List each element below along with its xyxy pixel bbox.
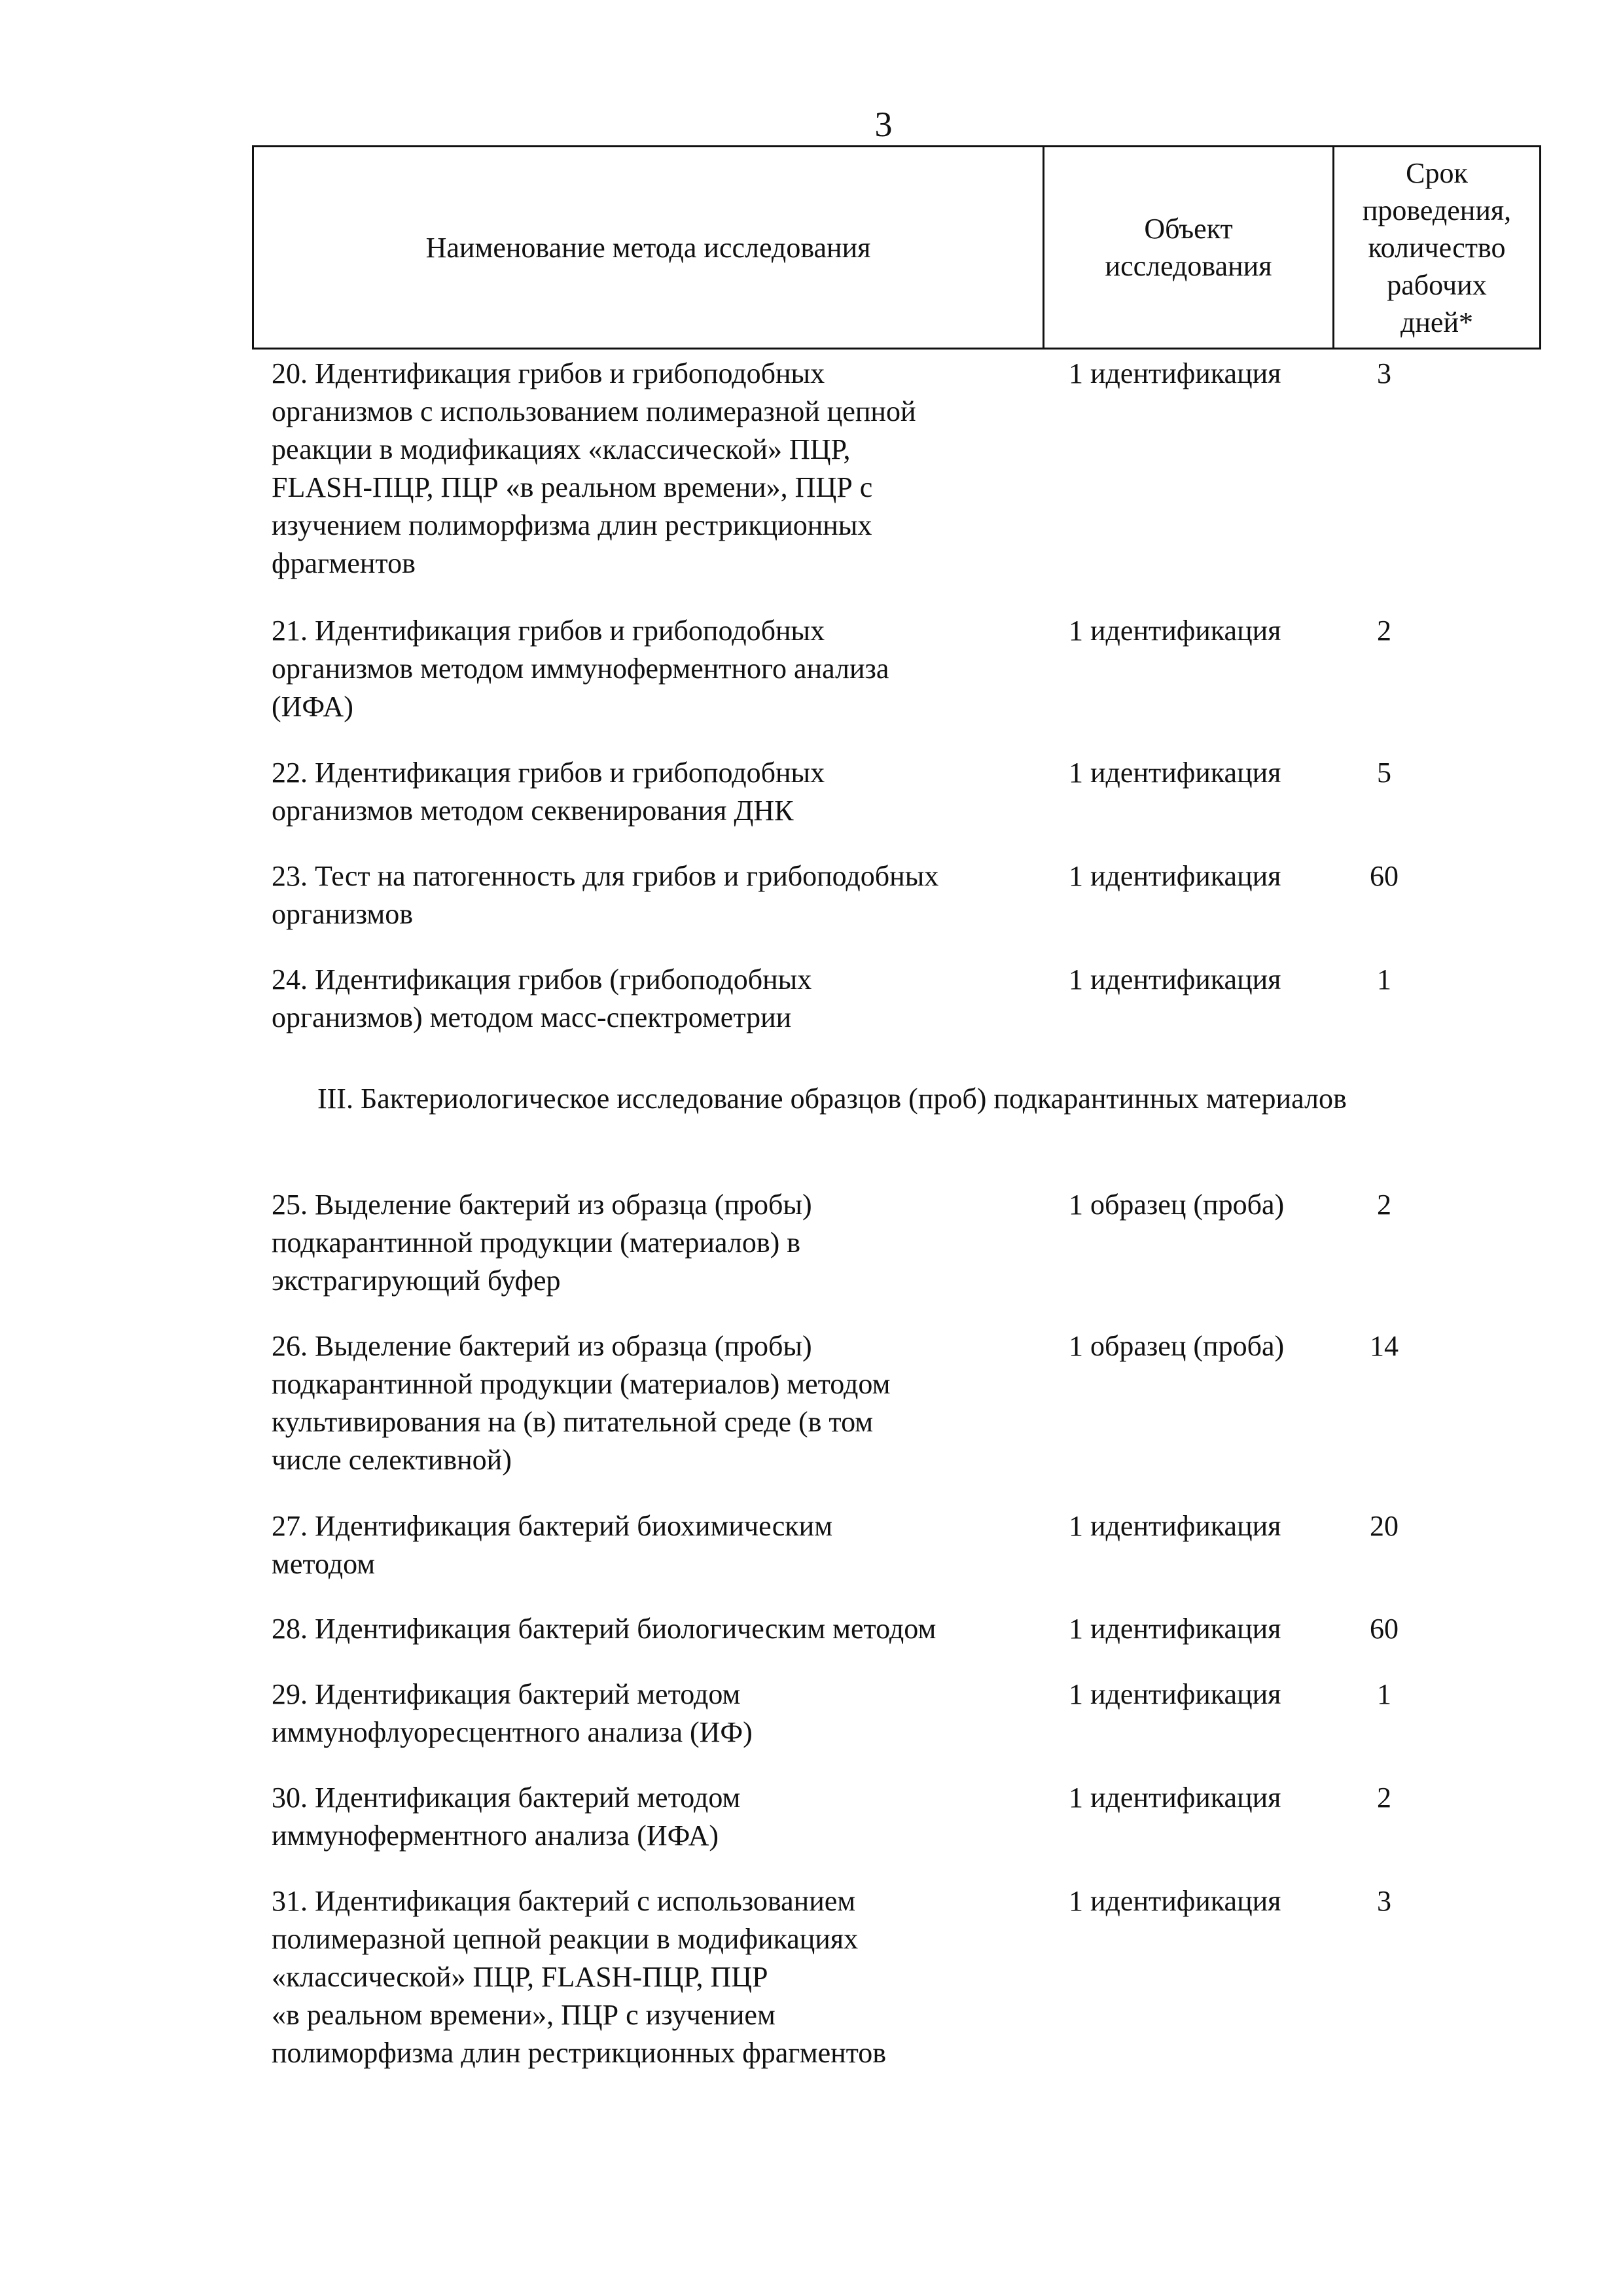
row-days: 2 bbox=[1377, 1782, 1391, 1814]
row-days: 20 bbox=[1370, 1510, 1399, 1542]
row-method bbox=[272, 1186, 1050, 1300]
row-days: 3 bbox=[1377, 1885, 1391, 1917]
row-text-line: подкарантинной продукции (материалов) методом bbox=[272, 1368, 891, 1400]
row-object: 1 идентификация bbox=[1069, 1885, 1281, 1917]
row-object: 1 идентификация bbox=[1069, 1782, 1281, 1814]
row-text-line: иммуноферментного анализа (ИФА) bbox=[272, 1820, 719, 1852]
row-days: 3 bbox=[1377, 357, 1391, 389]
row-days: 1 bbox=[1377, 963, 1391, 996]
row-text-line: «в реальном времени», ПЦР с изучением bbox=[272, 1999, 776, 2031]
row-text-line: организмов bbox=[272, 898, 414, 930]
row-days: 5 bbox=[1377, 757, 1391, 789]
row-text-line: 31. Идентификация бактерий с использованием bbox=[272, 1885, 856, 1917]
header-term-line: количество bbox=[1368, 231, 1506, 264]
row-object: 1 идентификация bbox=[1069, 860, 1281, 892]
row-object: 1 идентификация bbox=[1069, 615, 1281, 647]
page-number: 3 bbox=[874, 105, 893, 144]
row-text-line: организмов с использованием полимеразной цепной bbox=[272, 395, 916, 427]
row-object: 1 идентификация bbox=[1069, 1510, 1281, 1542]
row-text-line: изучением полиморфизма длин рестрикционных bbox=[272, 509, 872, 541]
header-term-line: дней* bbox=[1400, 306, 1473, 338]
row-text-line: полимеразной цепной реакции в модификациях bbox=[272, 1923, 859, 1955]
row-method bbox=[272, 1507, 1050, 1583]
row-days: 1 bbox=[1377, 1678, 1391, 1710]
row-method bbox=[272, 961, 1050, 1037]
row-object: 1 образец (проба) bbox=[1069, 1330, 1285, 1362]
row-text-line: 29. Идентификация бактерий методом bbox=[272, 1678, 741, 1710]
row-text-line: (ИФА) bbox=[272, 691, 353, 723]
row-text-line: 25. Выделение бактерий из образца (пробы) bbox=[272, 1189, 812, 1221]
header-term-line: Срок bbox=[1406, 156, 1468, 189]
row-text-line: подкарантинной продукции (материалов) в bbox=[272, 1227, 801, 1259]
row-object: 1 идентификация bbox=[1069, 963, 1281, 996]
row-days: 14 bbox=[1370, 1330, 1399, 1362]
row-text-line: фрагментов bbox=[272, 547, 416, 579]
row-days: 60 bbox=[1370, 860, 1399, 892]
row-days: 2 bbox=[1377, 615, 1391, 647]
row-object: 1 идентификация bbox=[1069, 757, 1281, 789]
row-text-line: организмов) методом масс-спектрометрии bbox=[272, 1001, 792, 1033]
row-method bbox=[272, 1327, 1050, 1479]
row-method bbox=[272, 1779, 1050, 1855]
header-term bbox=[1334, 147, 1539, 348]
section-heading: III. Бактериологическое исследование образцов (проб) подкарантинных материалов bbox=[317, 1083, 1347, 1115]
row-text-line: 28. Идентификация бактерий биологическим методом bbox=[272, 1613, 936, 1645]
row-text-line: 21. Идентификация грибов и грибоподобных bbox=[272, 615, 825, 647]
header-object-line: Объект bbox=[1144, 213, 1233, 245]
row-object: 1 идентификация bbox=[1069, 1678, 1281, 1710]
row-text-line: 20. Идентификация грибов и грибоподобных bbox=[272, 357, 825, 389]
row-text-line: «классической» ПЦР, FLASH-ПЦР, ПЦР bbox=[272, 1961, 768, 1993]
row-text-line: методом bbox=[272, 1548, 376, 1580]
row-text-line: организмов методом секвенирования ДНК bbox=[272, 795, 794, 827]
row-text-line: FLASH-ПЦР, ПЦР «в реальном времени», ПЦР с bbox=[272, 471, 873, 503]
row-method bbox=[272, 612, 1050, 726]
row-text-line: 27. Идентификация бактерий биохимическим bbox=[272, 1510, 833, 1542]
row-method bbox=[272, 355, 1050, 583]
row-text-line: реакции в модификациях «классической» ПЦР, bbox=[272, 433, 851, 465]
row-text-line: экстрагирующий буфер bbox=[272, 1265, 561, 1297]
row-text-line: 22. Идентификация грибов и грибоподобных bbox=[272, 757, 825, 789]
row-days: 2 bbox=[1377, 1189, 1391, 1221]
row-text-line: организмов методом иммуноферментного анализа bbox=[272, 653, 889, 685]
header-object bbox=[1044, 147, 1332, 348]
header-method bbox=[254, 147, 1043, 348]
header-object-line: исследования bbox=[1105, 250, 1272, 282]
row-method bbox=[272, 857, 1050, 933]
row-method bbox=[272, 754, 1050, 830]
row-text-line: 23. Тест на патогенность для грибов и грибоподобных bbox=[272, 860, 939, 892]
row-text-line: иммунофлуоресцентного анализа (ИФ) bbox=[272, 1716, 753, 1748]
header-term-line: рабочих bbox=[1387, 268, 1487, 301]
row-text-line: 30. Идентификация бактерий методом bbox=[272, 1782, 741, 1814]
row-days: 60 bbox=[1370, 1613, 1399, 1645]
header-term-line: проведения, bbox=[1362, 194, 1512, 226]
row-text-line: полиморфизма длин рестрикционных фрагментов bbox=[272, 2037, 887, 2069]
table-header bbox=[252, 145, 1541, 350]
row-method bbox=[272, 1882, 1050, 2072]
row-object: 1 идентификация bbox=[1069, 357, 1281, 389]
row-text-line: 26. Выделение бактерий из образца (пробы) bbox=[272, 1330, 812, 1362]
row-text-line: культивирования на (в) питательной среде (в том bbox=[272, 1406, 874, 1438]
row-object: 1 образец (проба) bbox=[1069, 1189, 1285, 1221]
row-text-line: 24. Идентификация грибов (грибоподобных bbox=[272, 963, 812, 996]
row-object: 1 идентификация bbox=[1069, 1613, 1281, 1645]
header-method-label: Наименование метода исследования bbox=[425, 231, 871, 264]
row-text-line: числе селективной) bbox=[272, 1444, 512, 1476]
row-method bbox=[272, 1676, 1050, 1751]
row-method bbox=[272, 1610, 1050, 1648]
